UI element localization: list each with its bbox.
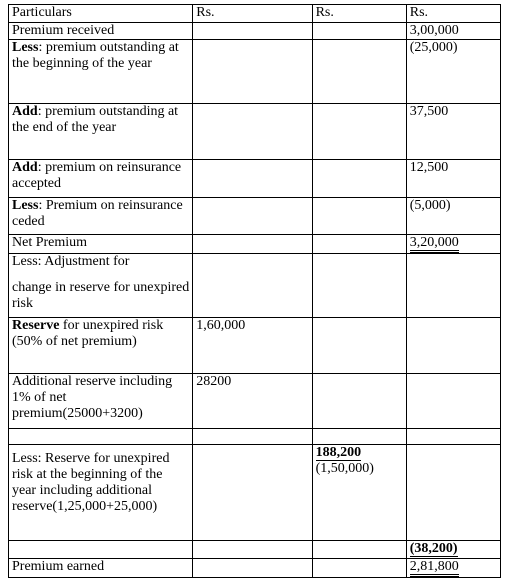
row-keyword: Add <box>12 104 38 119</box>
row-label <box>9 160 193 198</box>
row-label <box>9 198 193 235</box>
row-amount: 12,500 <box>406 160 500 198</box>
row-amount <box>312 445 406 541</box>
row-keyword: Add <box>12 160 38 175</box>
table-row <box>9 104 501 160</box>
table-row <box>9 198 501 235</box>
table-row <box>9 445 501 541</box>
row-label-text: : Premium on reinsurance ceded <box>12 198 183 229</box>
table-row <box>9 40 501 104</box>
header-rs-col2: Rs. <box>193 5 312 23</box>
table-row <box>9 541 501 559</box>
adjustment-line1: Less: Adjustment for <box>12 254 130 269</box>
net-change-amount: (38,200) <box>406 541 500 559</box>
row-label <box>9 254 193 318</box>
subtotal-amount: 188,200 <box>315 445 362 460</box>
adjustment-line2: change in reserve for unexpired risk <box>12 280 190 311</box>
row-amount: 1,60,000 <box>193 318 312 374</box>
row-keyword: Reserve <box>12 318 60 333</box>
premium-earned-label: Premium earned <box>9 559 193 578</box>
row-amount: 37,500 <box>406 104 500 160</box>
premium-earned-table <box>8 4 501 578</box>
table-row <box>9 254 501 318</box>
row-keyword: Less <box>12 198 39 213</box>
row-amount: 28200 <box>193 374 312 429</box>
header-particulars: Particulars <box>9 5 193 23</box>
table-row <box>9 374 501 429</box>
table-row <box>9 559 501 578</box>
row-label <box>9 104 193 160</box>
row-label-text: for unexpired risk (50% of net premium) <box>12 318 164 349</box>
row-amount: (25,000) <box>406 40 500 104</box>
row-label: Additional reserve including 1% of net premium(25000+3200) <box>9 374 193 429</box>
row-amount: 3,00,000 <box>406 23 500 40</box>
net-premium-amount: 3,20,000 <box>406 235 500 254</box>
row-label-text: : premium on reinsurance accepted <box>12 160 182 191</box>
header-rs-col3: Rs. <box>312 5 406 23</box>
row-label <box>9 40 193 104</box>
header-rs-col4: Rs. <box>406 5 500 23</box>
table-header-row <box>9 5 501 23</box>
row-label-text: : premium outstanding at the beginning of the year <box>12 40 179 71</box>
net-premium-label: Net Premium <box>9 235 193 254</box>
table-row <box>9 160 501 198</box>
row-amount: (5,000) <box>406 198 500 235</box>
row-label-text: : premium outstanding at the end of the year <box>12 104 179 135</box>
table-row <box>9 23 501 40</box>
premium-earned-amount: 2,81,800 <box>406 559 500 578</box>
table-row <box>9 429 501 445</box>
row-label: Less: Reserve for unexpired risk at the beginning of the year including additional reserve(1,25,000+25,000) <box>9 445 193 541</box>
row-label <box>9 318 193 374</box>
table-row <box>9 318 501 374</box>
table-row <box>9 235 501 254</box>
row-label: Premium received <box>9 23 193 40</box>
less-reserve-amount: (1,50,000) <box>315 461 374 476</box>
row-keyword: Less <box>12 40 39 55</box>
